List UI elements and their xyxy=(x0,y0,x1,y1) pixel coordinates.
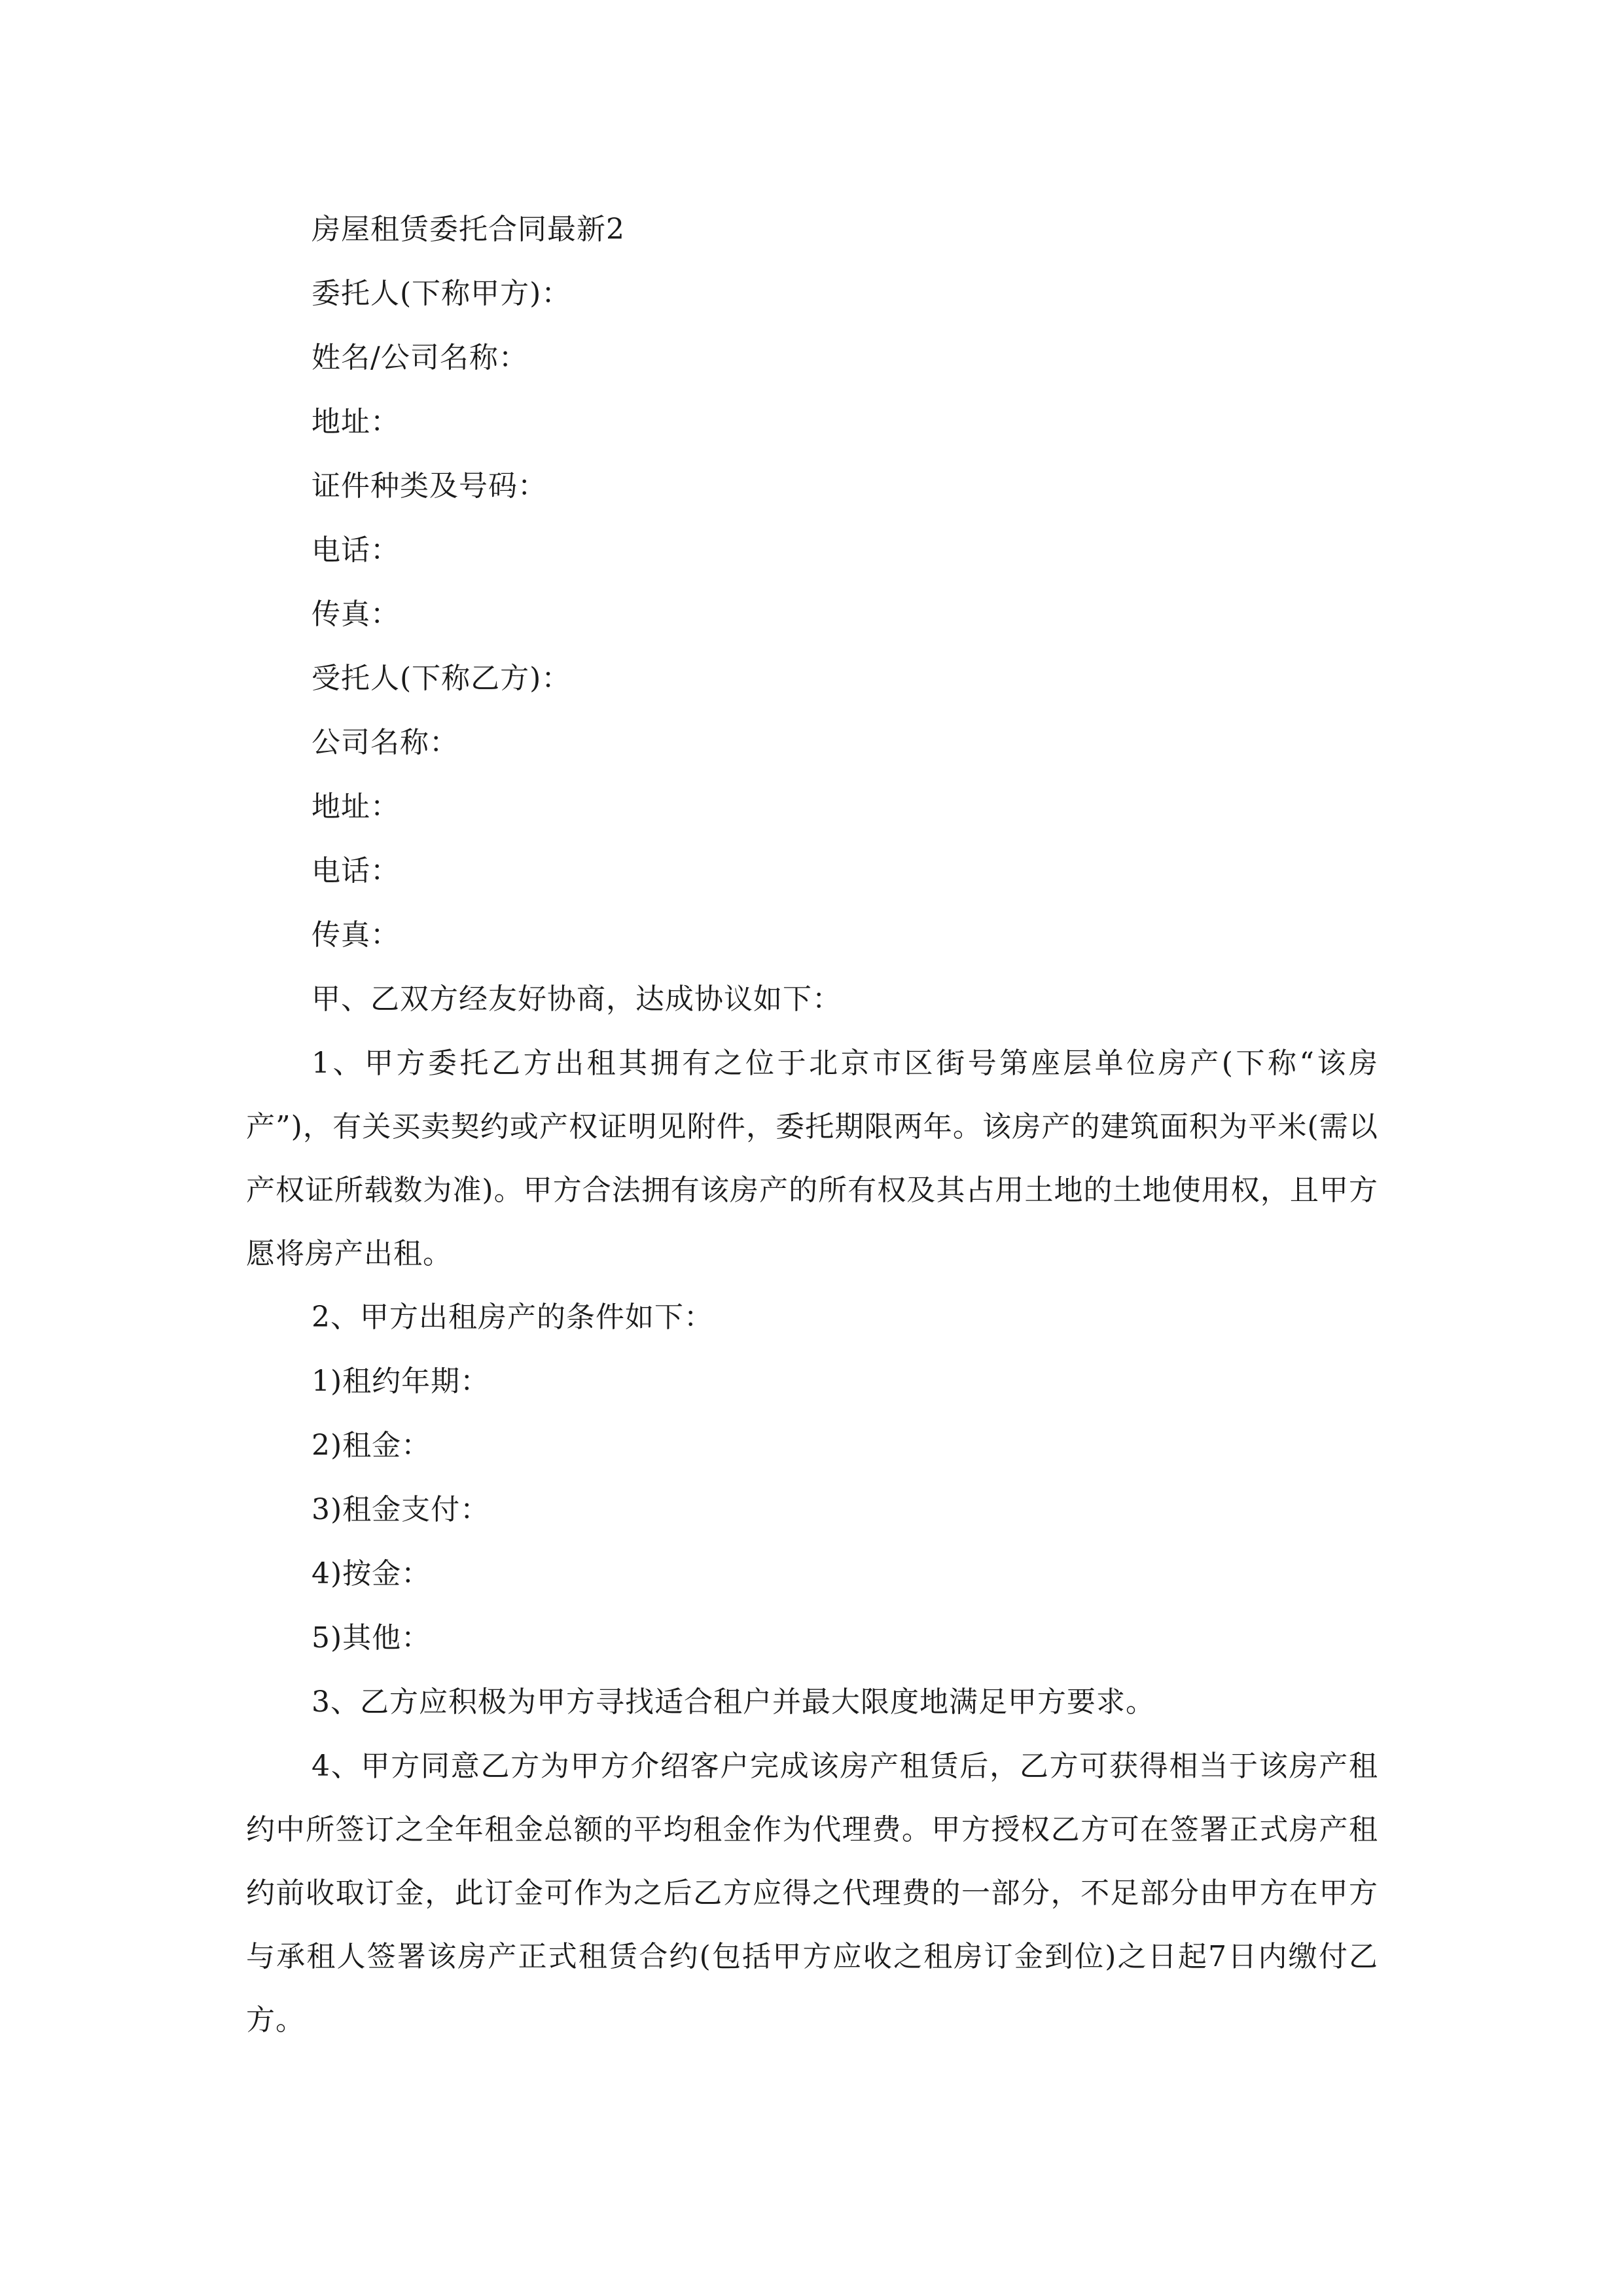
document-body xyxy=(246,198,1378,2052)
clause-2-item: 3)租金支付： xyxy=(312,1493,490,1526)
party-a-fax-label: 传真： xyxy=(312,598,400,631)
clause-2-item: 5)其他： xyxy=(312,1621,431,1655)
party-a-address-label: 地址： xyxy=(312,405,400,439)
clause-4: 4、甲方同意乙方为甲方介绍客户完成该房产租赁后，乙方可获得相当于该房产租约中所签订之全年租金总额的平均租金作为代理费。甲方授权乙方可在签署正式房产租约前收取订金，此订金可作为之后乙方应得之代理费的一部分，不足部分由甲方在甲方与承租人签署该房产正式租赁合约(包括甲方应收之租房订金到位)之日起7日内缴付乙方。 xyxy=(246,1749,1378,2037)
party-b-phone-label: 电话： xyxy=(312,854,400,888)
clause-2-item: 1)租约年期： xyxy=(312,1365,490,1398)
party-b-fax-label: 传真： xyxy=(312,918,400,952)
clause-2-heading: 2、甲方出租房产的条件如下： xyxy=(312,1300,713,1334)
party-a-heading: 委托人(下称甲方)： xyxy=(312,277,571,310)
party-a-id-label: 证件种类及号码： xyxy=(312,469,547,503)
document-title: 房屋租赁委托合同最新2 xyxy=(312,213,625,246)
party-a-phone-label: 电话： xyxy=(312,533,400,567)
clause-2-item: 2)租金： xyxy=(312,1429,431,1462)
party-b-heading: 受托人(下称乙方)： xyxy=(312,662,571,695)
party-b-company-label: 公司名称： xyxy=(312,726,459,759)
clause-1: 1、甲方委托乙方出租其拥有之位于北京市区街号第座层单位房产(下称“该房产”)，有关买卖契约或产权证明见附件，委托期限两年。该房产的建筑面积为平米(需以产权证所载数为准)。甲方合法拥有该房产的所有权及其占用土地的土地使用权，且甲方愿将房产出租。 xyxy=(246,1047,1378,1270)
clause-2-item: 4)按金： xyxy=(312,1557,431,1590)
clause-3: 3、乙方应积极为甲方寻找适合租户并最大限度地满足甲方要求。 xyxy=(312,1685,1155,1719)
party-a-name-label: 姓名/公司名称： xyxy=(312,341,528,374)
agreement-intro: 甲、乙双方经友好协商，达成协议如下： xyxy=(312,982,842,1016)
party-b-address-label: 地址： xyxy=(312,790,400,823)
